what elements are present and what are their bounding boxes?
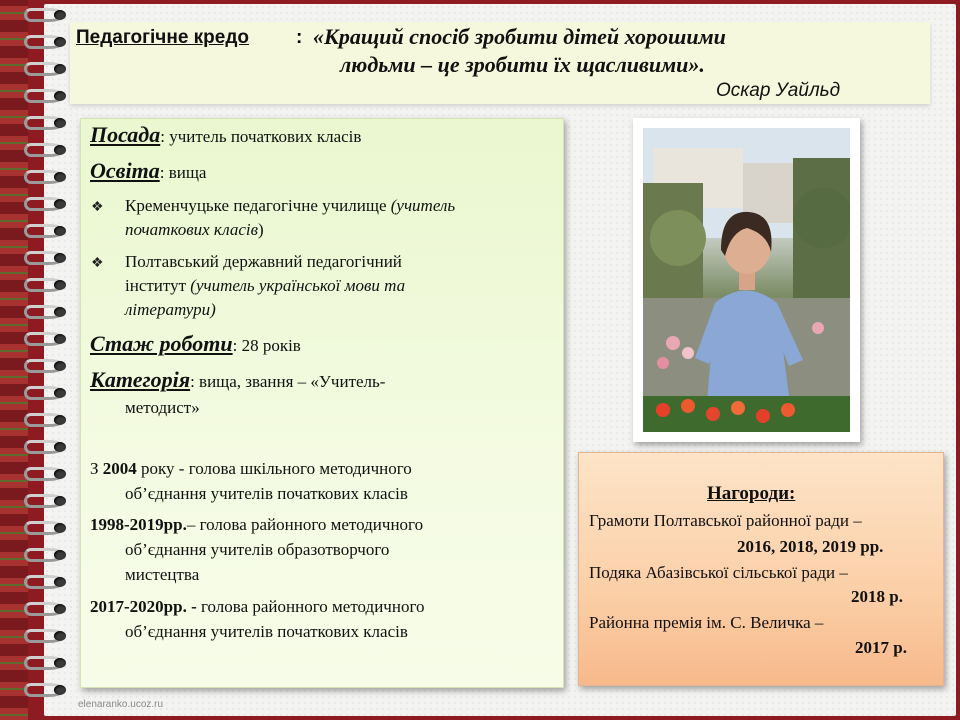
binder-ring-icon xyxy=(20,303,68,321)
education-value: : вища xyxy=(159,163,207,182)
role-2-line-2: об’єднання учителів образотворчого xyxy=(125,540,390,559)
award-1-years: 2016, 2018, 2019 рр. xyxy=(737,537,884,556)
binder-ring-icon xyxy=(20,492,68,510)
binder-ring-icon xyxy=(20,627,68,645)
credo-banner xyxy=(70,22,930,104)
binder-ring-icon xyxy=(20,168,68,186)
teacher-portrait-image xyxy=(643,128,850,432)
award-3-text: Районна премія ім. С. Величка – xyxy=(589,613,824,632)
experience-value: : 28 років xyxy=(232,336,301,355)
education-row xyxy=(90,158,206,184)
education-label: Освіта xyxy=(90,158,160,183)
binder-ring-icon xyxy=(20,6,68,24)
education-item-2-line-1: Полтавський державний педагогічний xyxy=(125,252,402,271)
credo-colon: : xyxy=(296,27,303,48)
binder-ring-icon xyxy=(20,411,68,429)
binder-ring-icon xyxy=(20,384,68,402)
education-item-2-line-2: інститут (учитель української мови та xyxy=(125,276,406,295)
category-value-line-2: методист» xyxy=(125,398,200,417)
binder-ring-icon xyxy=(20,60,68,78)
binder-ring-icon xyxy=(20,357,68,375)
awards-box xyxy=(578,452,944,686)
binder-ring-icon xyxy=(20,438,68,456)
education-item-2-line-3: літератури) xyxy=(125,300,216,319)
credo-quote-line-2: людьми – це зробити їх щасливими». xyxy=(340,52,705,77)
category-label: Категорія xyxy=(90,367,191,392)
award-1-text: Грамоти Полтавської районної ради – xyxy=(589,511,862,530)
binder-ring-icon xyxy=(20,195,68,213)
award-3-years: 2017 р. xyxy=(855,638,907,657)
binder-rings xyxy=(20,6,70,706)
binder-ring-icon xyxy=(20,519,68,537)
role-2-line-3: мистецтва xyxy=(125,565,200,584)
credo-quote-line-1: «Кращий спосіб зробити дітей хорошими xyxy=(313,24,726,49)
binder-ring-icon xyxy=(20,222,68,240)
award-2-text: Подяка Абазівської сільської ради – xyxy=(589,563,848,582)
position-label: Посада xyxy=(90,122,161,147)
education-item-1-line-1: Кременчуцьке педагогічне училище (учитель xyxy=(125,196,456,215)
education-item-1-line-2: початкових класів) xyxy=(125,220,264,239)
position-row xyxy=(90,122,361,148)
binder-ring-icon xyxy=(20,33,68,51)
award-2-years: 2018 р. xyxy=(851,587,903,606)
watermark: elenaranko.ucoz.ru xyxy=(78,699,164,710)
credo-label: Педагогічне кредо xyxy=(76,27,250,48)
binder-ring-icon xyxy=(20,654,68,672)
binder-ring-icon xyxy=(20,546,68,564)
role-1-line-2: об’єднання учителів початкових класів xyxy=(125,484,408,503)
binder-ring-icon xyxy=(20,114,68,132)
binder-ring-icon xyxy=(20,681,68,699)
position-value: : учитель початкових класів xyxy=(160,127,362,146)
binder-ring-icon xyxy=(20,141,68,159)
teacher-photo xyxy=(643,128,850,432)
experience-label: Стаж роботи xyxy=(90,331,233,356)
photo-frame xyxy=(633,118,860,442)
binder-ring-icon xyxy=(20,573,68,591)
role-1-line-1: З 2004 року - голова шкільного методичного xyxy=(90,459,412,478)
role-3-line-1: 2017-2020рр. - голова районного методичного xyxy=(90,597,425,616)
role-3-line-2: об’єднання учителів початкових класів xyxy=(125,622,408,641)
diamond-bullet-icon: ❖ xyxy=(91,256,104,271)
awards-title: Нагороди: xyxy=(707,483,796,504)
experience-row xyxy=(90,331,301,357)
role-2-line-1: 1998-2019рр.– голова районного методичного xyxy=(90,515,424,534)
profile-box xyxy=(80,118,564,688)
credo-author: Оскар Уайльд xyxy=(716,80,841,101)
binder-ring-icon xyxy=(20,330,68,348)
category-row xyxy=(90,367,385,393)
binder-ring-icon xyxy=(20,249,68,267)
binder-ring-icon xyxy=(20,276,68,294)
binder-ring-icon xyxy=(20,465,68,483)
category-value: : вища, звання – «Учитель- xyxy=(190,372,386,391)
binder-ring-icon xyxy=(20,87,68,105)
binder-ring-icon xyxy=(20,600,68,618)
diamond-bullet-icon: ❖ xyxy=(91,200,104,215)
